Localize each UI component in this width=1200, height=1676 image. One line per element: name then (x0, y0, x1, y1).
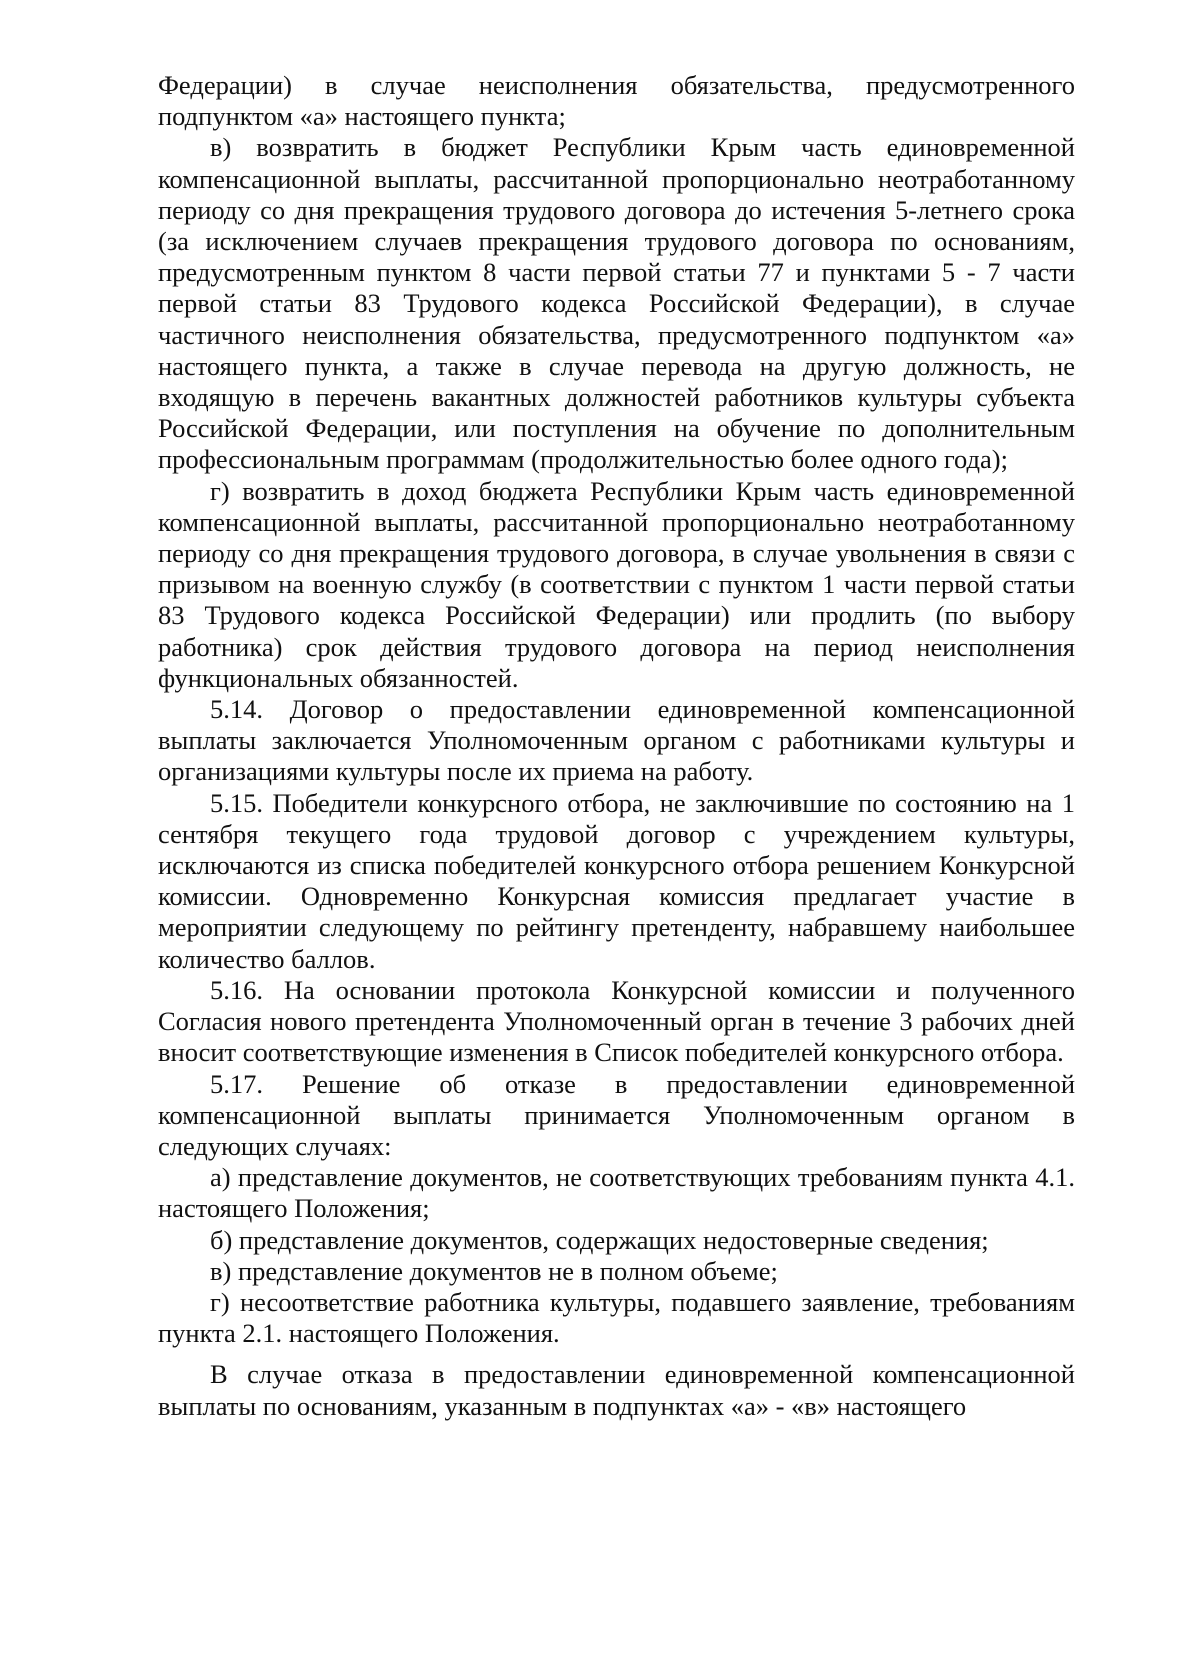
paragraph-case-b: б) представление документов, содержащих недостоверные сведения; (210, 1224, 989, 1255)
paragraph-5-14: 5.14. Договор о предоставлении единовременной компенсационной выплаты заключается Уполномоченным органом с работниками культуры и организациями культуры после их приема на работу. (158, 694, 1075, 787)
paragraph-continuation: Федерации) в случае неисполнения обязательства, предусмотренного подпунктом «а» настоящего пункта; (158, 70, 1075, 132)
paragraph-item-g: г) возвратить в доход бюджета Республики Крым часть единовременной компенсационной выплаты, рассчитанной пропорционально неотработанному периоду со дня прекращения трудового договора, в случае увольнения в связи с призывом на военную службу (в соответствии с пунктом 1 части первой статьи 83 Трудового кодекса Российской Федерации) или продлить (по выбору работника) срок действия трудового договора на период неисполнения функциональных обязанностей. (158, 475, 1075, 693)
paragraph-5-17: 5.17. Решение об отказе в предоставлении единовременной компенсационной выплаты принимается Уполномоченным органом в следующих случаях: (158, 1068, 1075, 1161)
paragraph-case-g: г) несоответствие работника культуры, подавшего заявление, требованиям пункта 2.1. настоящего Положения. (158, 1286, 1075, 1349)
paragraph-case-a: а) представление документов, не соответствующих требованиям пункта 4.1. настоящего Положения; (158, 1162, 1075, 1224)
paragraph-5-15: 5.15. Победители конкурсного отбора, не заключившие по состоянию на 1 сентября текущего года трудовой договор с учреждением культуры, исключаются из списка победителей конкурсного отбора решением Конкурсной комиссии. Одновременно Конкурсная комиссия предлагает участие в мероприятии следующему по рейтингу претенденту, набравшему наибольшее количество баллов. (158, 787, 1075, 974)
document-page (158, 70, 1075, 1422)
paragraph-refusal: В случае отказа в предоставлении единовременной компенсационной выплаты по основаниям, указанным в подпунктах «а» - «в» настоящего (158, 1359, 1075, 1421)
paragraph-case-v: в) представление документов не в полном объеме; (210, 1255, 778, 1286)
paragraph-5-16: 5.16. На основании протокола Конкурсной комиссии и полученного Согласия нового претендента Уполномоченный орган в течение 3 рабочих дней вносит соответствующие изменения в Список победителей конкурсного отбора. (158, 974, 1075, 1068)
paragraph-item-v: в) возвратить в бюджет Республики Крым часть единовременной компенсационной выплаты, рассчитанной пропорционально неотработанному периоду со дня прекращения трудового договора до истечения 5-летнего срока (за исключением случаев прекращения трудового договора по основаниям, предусмотренным пунктом 8 части первой статьи 77 и пунктами 5 - 7 части первой статьи 83 Трудового кодекса Российской Федерации), в случае частичного неисполнения обязательства, предусмотренного подпунктом «а» настоящего пункта, а также в случае перевода на другую должность, не входящую в перечень вакантных должностей работников культуры субъекта Российской Федерации, или поступления на обучение по дополнительным профессиональным программам (продолжительностью более одного года); (158, 132, 1075, 475)
